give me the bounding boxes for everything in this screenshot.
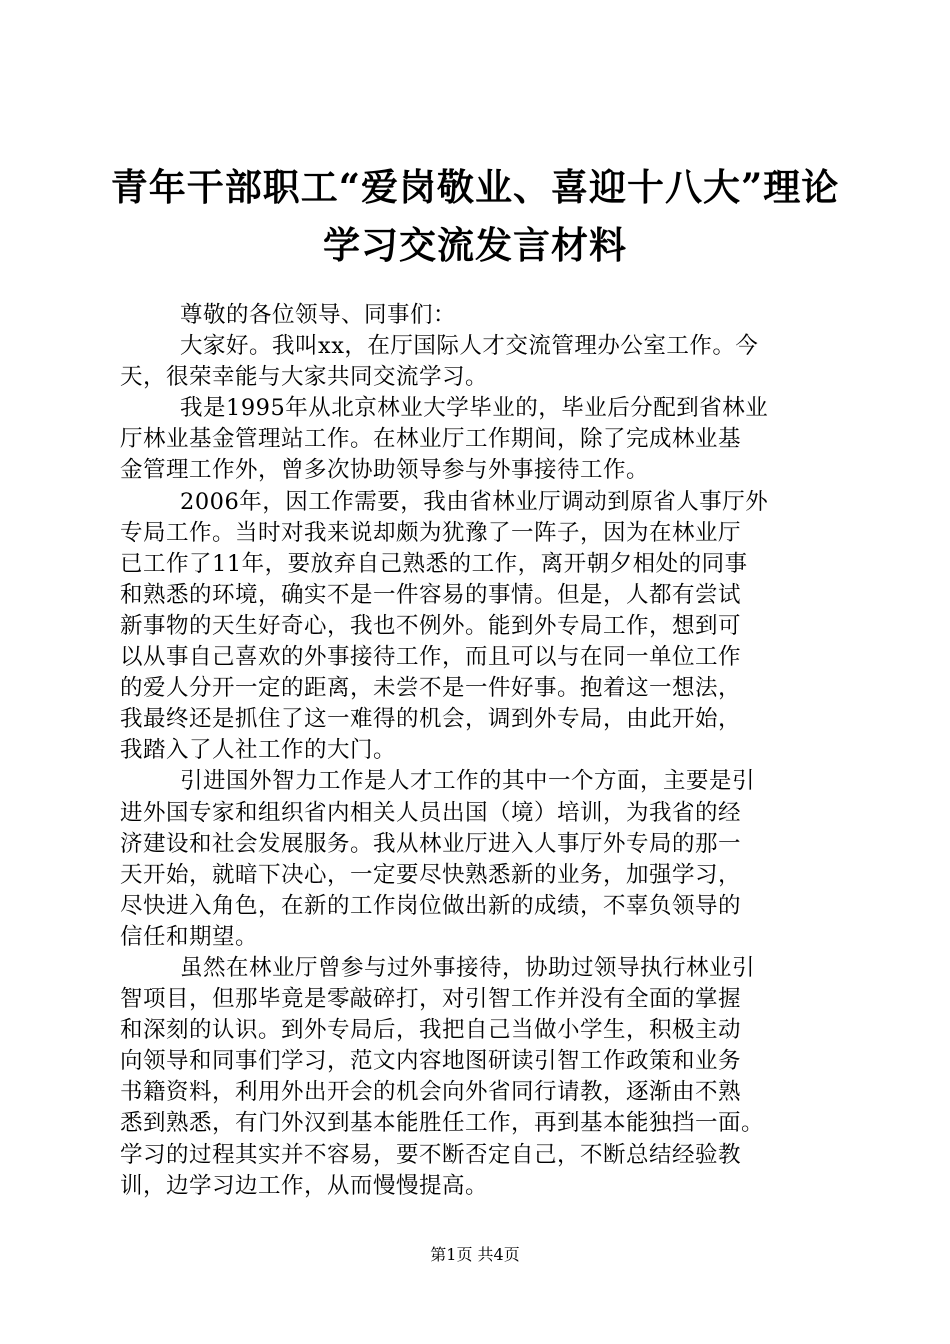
text-line: 智项目，但那毕竟是零敲碎打，对引智工作并没有全面的掌握 <box>120 986 742 1013</box>
text-line: 书籍资料，利用外出开会的机会向外省同行请教，逐渐由不熟 <box>120 1079 742 1106</box>
text-line: 我踏入了人社工作的大门。 <box>120 737 397 764</box>
text-line: 尽快进入角色，在新的工作岗位做出新的成绩，不辜负领导的 <box>120 892 742 919</box>
page-footer: 第1页 共4页 <box>430 1245 520 1264</box>
text-line: 专局工作。当时对我来说却颇为犹豫了一阵子，因为在林业厅 <box>120 519 742 546</box>
paragraph <box>120 331 840 393</box>
text-line: 悉到熟悉，有门外汉到基本能胜任工作，再到基本能独挡一面。 <box>120 1110 765 1137</box>
title-line-1: 青年干部职工“爱岗敬业、喜迎十八大”理论 <box>110 165 840 209</box>
text-line: 我最终还是抓住了这一难得的机会，调到外专局，由此开始， <box>120 706 742 733</box>
text-line: 大家好。我叫xx，在厅国际人才交流管理办公室工作。今 <box>180 333 759 360</box>
text-line: 天，很荣幸能与大家共同交流学习。 <box>120 364 489 391</box>
text-line: 虽然在林业厅曾参与过外事接待，协助过领导执行林业引 <box>180 954 756 981</box>
text-line: 我是1995年从北京林业大学毕业的，毕业后分配到省林业 <box>180 395 769 422</box>
text-line: 尊敬的各位领导、同事们： <box>180 302 457 328</box>
salutation <box>120 300 840 331</box>
text-line: 和深刻的认识。到外专局后，我把自己当做小学生，积极主动 <box>120 1017 742 1044</box>
text-line: 已工作了11年，要放弃自己熟悉的工作，离开朝夕相处的同事 <box>120 550 748 577</box>
paragraph <box>120 487 840 767</box>
text-line: 厅林业基金管理站工作。在林业厅工作期间，除了完成林业基 <box>120 426 742 453</box>
text-line: 金管理工作外，曾多次协助领导参与外事接待工作。 <box>120 457 650 484</box>
title-line-2: 学习交流发言材料 <box>323 223 627 267</box>
text-line: 的爱人分开一定的距离，未尝不是一件好事。抱着这一想法， <box>120 675 742 702</box>
text-line: 向领导和同事们学习，范文内容地图研读引智工作政策和业务 <box>120 1048 742 1075</box>
document-title <box>100 158 850 274</box>
text-line: 新事物的天生好奇心，我也不例外。能到外专局工作，想到可 <box>120 612 742 639</box>
text-line: 和熟悉的环境，确实不是一件容易的事情。但是，人都有尝试 <box>120 581 742 608</box>
text-line: 训，边学习边工作，从而慢慢提高。 <box>120 1172 489 1199</box>
text-line: 学习的过程其实并不容易，要不断否定自己，不断总结经验教 <box>120 1141 742 1168</box>
paragraph <box>120 393 840 486</box>
paragraph <box>120 953 840 1202</box>
paragraph <box>120 766 840 953</box>
text-line: 以从事自己喜欢的外事接待工作，而且可以与在同一单位工作 <box>120 644 742 671</box>
document-body <box>120 300 840 1202</box>
text-line: 2006年，因工作需要，我由省林业厅调动到原省人事厅外 <box>180 488 769 515</box>
text-line: 引进国外智力工作是人才工作的其中一个方面，主要是引 <box>180 768 756 795</box>
text-line: 进外国专家和组织省内相关人员出国（境）培训，为我省的经 <box>120 799 742 826</box>
text-line: 济建设和社会发展服务。我从林业厅进入人事厅外专局的那一 <box>120 830 742 857</box>
text-line: 信任和期望。 <box>120 923 259 950</box>
text-line: 天开始，就暗下决心，一定要尽快熟悉新的业务，加强学习， <box>120 861 742 888</box>
